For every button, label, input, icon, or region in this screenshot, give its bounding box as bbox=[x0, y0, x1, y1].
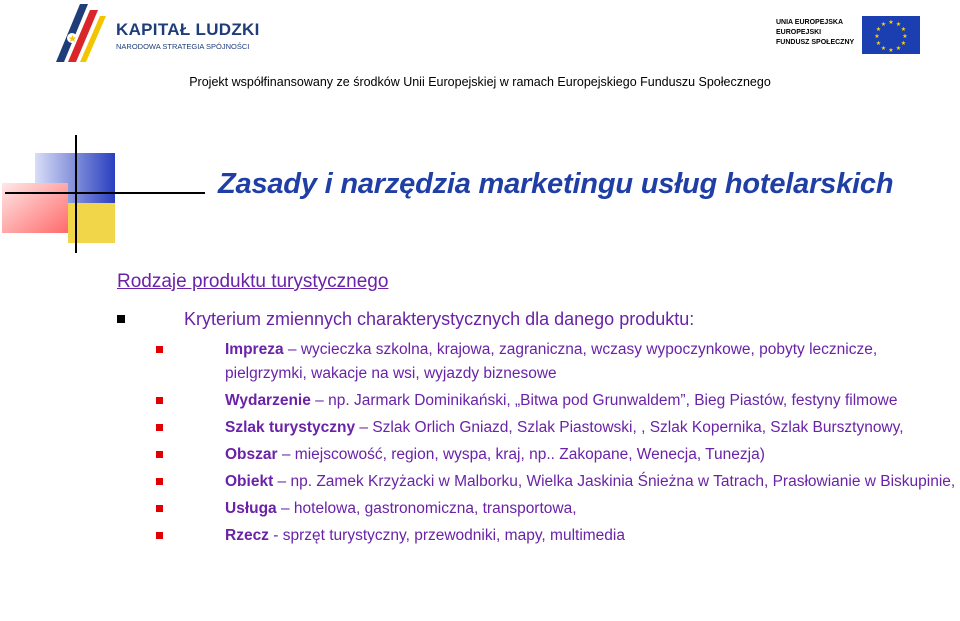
list-item bbox=[156, 338, 956, 386]
red-bullet-icon bbox=[156, 424, 163, 431]
item-term: Obszar bbox=[225, 446, 278, 463]
svg-text:★: ★ bbox=[895, 21, 902, 28]
eu-logo bbox=[776, 14, 926, 54]
item-separator: - bbox=[268, 527, 283, 544]
criterion-text: Kryterium zmiennych charakterystycznych dla danego produktu: bbox=[184, 309, 695, 329]
svg-text:★: ★ bbox=[900, 40, 907, 47]
svg-text:★: ★ bbox=[875, 26, 882, 33]
item-separator: – bbox=[355, 419, 373, 436]
decorative-squares bbox=[0, 135, 210, 255]
item-text: hotelowa, gastronomiczna, transportowa, bbox=[293, 500, 577, 517]
red-bullet-icon bbox=[156, 451, 163, 458]
red-bullet-icon bbox=[156, 478, 163, 485]
red-bullet-icon bbox=[156, 505, 163, 512]
eu-flag-icon bbox=[862, 16, 920, 54]
item-separator: – bbox=[276, 500, 294, 517]
section-heading: Rodzaje produktu turystycznego bbox=[117, 271, 389, 292]
svg-text:★: ★ bbox=[902, 33, 908, 40]
kapital-ludzki-logo bbox=[50, 2, 260, 64]
eu-logo-line1: UNIA EUROPEJSKA bbox=[776, 19, 844, 26]
red-bullet-icon bbox=[156, 397, 163, 404]
svg-text:★: ★ bbox=[68, 34, 77, 45]
item-text: wycieczka szkolna, krajowa, zagraniczna, wczasy wypoczynkowe, pobyty lecznicze, pielgrzymki, wakacje na wsi, wyjazdy biznesowe bbox=[225, 341, 878, 382]
item-term: Wydarzenie bbox=[225, 392, 311, 409]
list-item bbox=[156, 416, 956, 440]
red-bullet-icon bbox=[156, 346, 163, 353]
item-text: sprzęt turystyczny, przewodniki, mapy, multimedia bbox=[282, 527, 625, 544]
eu-logo-line3: FUNDUSZ SPOŁECZNY bbox=[776, 39, 855, 46]
black-bullet-icon bbox=[117, 315, 125, 323]
item-text: miejscowość, region, wyspa, kraj, np.. Zakopane, Wenecja, Tunezja) bbox=[294, 446, 765, 463]
item-text: np. Jarmark Dominikański, „Bitwa pod Grunwaldem”, Bieg Piastów, festyny filmowe bbox=[328, 392, 898, 409]
product-types-list bbox=[156, 338, 956, 551]
svg-text:★: ★ bbox=[888, 19, 894, 26]
svg-text:★: ★ bbox=[888, 47, 894, 54]
list-item bbox=[156, 524, 956, 548]
list-item bbox=[156, 497, 956, 521]
eu-logo-line2: EUROPEJSKI bbox=[776, 29, 822, 36]
list-item bbox=[156, 470, 956, 494]
item-text: Szlak Orlich Gniazd, Szlak Piastowski, , Szlak Kopernika, Szlak Bursztynowy, bbox=[372, 419, 904, 436]
svg-text:★: ★ bbox=[880, 21, 887, 28]
project-funding-note: Projekt współfinansowany ze środków Unii Europejskiej w ramach Europejskiego Funduszu Społecznego bbox=[189, 75, 771, 89]
eu-logo-text bbox=[776, 18, 854, 48]
slide-title: Zasady i narzędzia marketingu usług hotelarskich bbox=[218, 168, 894, 200]
svg-text:★: ★ bbox=[895, 45, 902, 52]
item-term: Rzecz bbox=[225, 527, 269, 544]
item-term: Usługa bbox=[225, 500, 277, 517]
svg-text:★: ★ bbox=[874, 33, 880, 40]
item-separator: – bbox=[310, 392, 329, 409]
item-term: Impreza bbox=[225, 341, 284, 358]
logo-title: KAPITAŁ LUDZKI bbox=[116, 20, 260, 39]
svg-text:★: ★ bbox=[880, 45, 887, 52]
item-separator: – bbox=[273, 473, 291, 490]
logo-subtitle: NARODOWA STRATEGIA SPÓJNOŚCI bbox=[116, 42, 250, 51]
svg-text:★: ★ bbox=[875, 40, 882, 47]
item-term: Obiekt bbox=[225, 473, 274, 490]
item-separator: – bbox=[283, 341, 301, 358]
item-term: Szlak turystyczny bbox=[225, 419, 356, 436]
list-item bbox=[156, 389, 956, 413]
kapital-ludzki-emblem bbox=[50, 2, 112, 64]
svg-text:★: ★ bbox=[900, 26, 907, 33]
item-text: np. Zamek Krzyżacki w Malborku, Wielka Jaskinia Śnieżna w Tatrach, Prasłowianie w Biskupinie, bbox=[290, 473, 956, 490]
item-separator: – bbox=[277, 446, 295, 463]
list-item bbox=[156, 443, 956, 467]
red-bullet-icon bbox=[156, 532, 163, 539]
